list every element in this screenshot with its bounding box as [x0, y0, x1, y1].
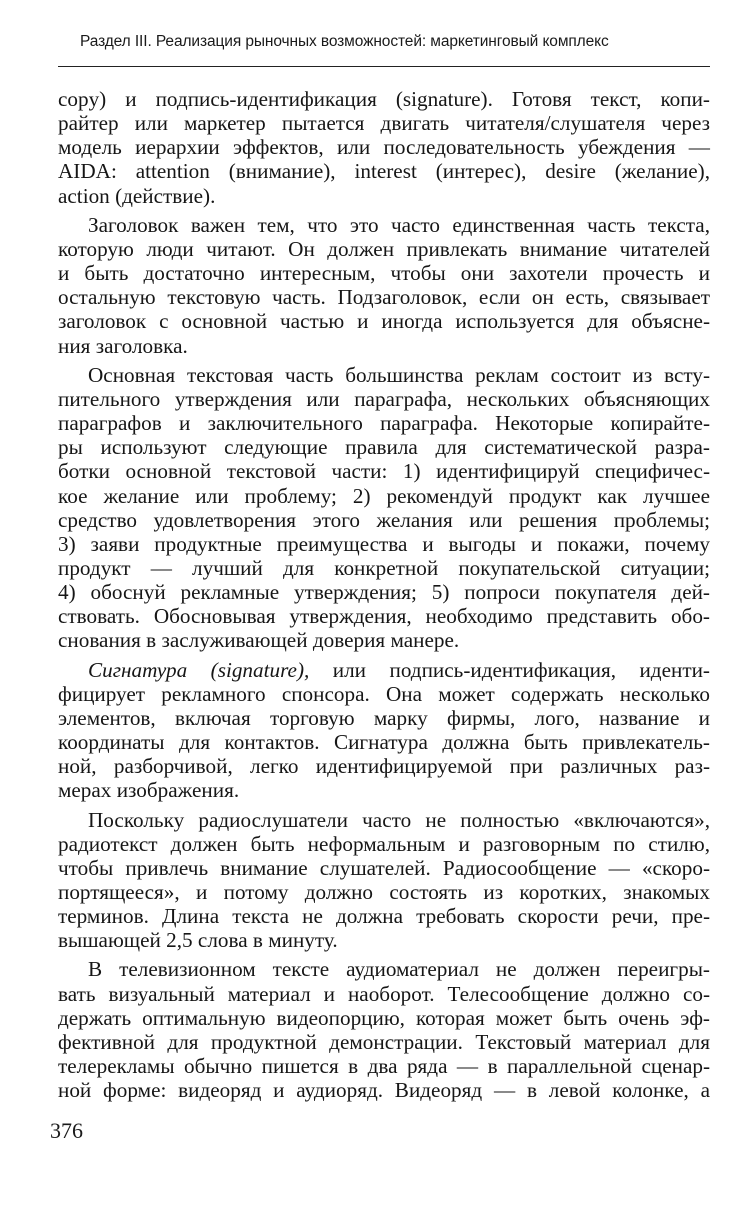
- paragraph-headline: [58, 213, 710, 358]
- text-line: параграфов и заключительного параграфа. Некоторые копирайте-: [58, 411, 710, 436]
- text-line: координаты для контактов. Сигнатура должна быть привлекатель-: [58, 730, 710, 755]
- text-line: радиотекст должен быть неформальным и разговорным по стилю,: [58, 831, 710, 856]
- text-line: модель иерархии эффектов, или последовательность убеждения —: [58, 135, 710, 160]
- text-line: держать оптимальную видеопорцию, которая может быть очень эф-: [58, 1005, 710, 1030]
- text-line: элементов, включая торговую марку фирмы, лого, название и: [58, 705, 710, 730]
- text-line: средство удовлетворения этого желания или решения проблемы;: [58, 507, 710, 532]
- text-line: пительного утверждения или параграфа, нескольких объясняющих: [58, 386, 710, 411]
- text-line: терминов. Длина текста не должна требовать скорости речи, пре-: [58, 904, 710, 929]
- text-line: Основная текстовая часть большинства реклам состоит из всту-: [88, 362, 710, 387]
- text-line: портящееся», и потому должно состоять из коротких, знакомых: [58, 880, 710, 904]
- paragraph-body-copy: [58, 363, 710, 653]
- text-line: фективной для продуктной демонстрации. Текстовый материал для: [58, 1029, 710, 1054]
- text-line: мерах изображения.: [58, 778, 240, 803]
- text-line: остальную текстовую часть. Подзаголовок, если он есть, связывает: [58, 285, 710, 310]
- text-line: 4) обоснуй рекламные утверждения; 5) попроси покупателя дей-: [58, 580, 710, 605]
- paragraph-television: [58, 957, 710, 1102]
- header-divider: [58, 66, 710, 67]
- text-line: Заголовок важен тем, что это часто единственная часть текста,: [88, 212, 710, 237]
- text-line: ния заголовка.: [58, 333, 188, 358]
- text-line: Поскольку радиослушатели часто не полностью «включаются»,: [88, 807, 710, 832]
- text-line: ры используют следующие правила для систематической разра-: [58, 435, 710, 460]
- paragraph-signature: [58, 658, 710, 803]
- text-line: чтобы привлечь внимание слушателей. Радиосообщение — «скоро-: [58, 855, 710, 880]
- italic-term: Сигнатура (signature),: [88, 657, 310, 682]
- page-number: 376: [50, 1118, 83, 1143]
- text-line: райтер или маркетер пытается двигать читателя/слушателя через: [58, 111, 710, 136]
- text-line: кое желание или проблему; 2) рекомендуй продукт как лучшее: [58, 483, 710, 508]
- text-line: вышающей 2,5 слова в минуту.: [58, 928, 338, 953]
- text-line: телерекламы обычно пишется в два ряда — в параллельной сценар-: [58, 1054, 710, 1079]
- text-line: action (действие).: [58, 183, 216, 208]
- text-line: фицирует рекламного спонсора. Она может содержать несколько: [58, 681, 710, 706]
- text-line: и быть достаточно интересным, чтобы они захотели прочесть и: [58, 261, 710, 286]
- text-line: ботки основной текстовой части: 1) идентифицируй специфичес-: [58, 459, 710, 484]
- text-line: copy) и подпись-идентификация (signature). Готовя текст, копи-: [58, 87, 710, 111]
- text-line: ной форме: видеоряд и аудиоряд. Видеоряд — в левой колонке, а: [58, 1078, 710, 1103]
- body-text: [58, 87, 710, 1102]
- text-line: заголовок с основной частью и иногда используется для объясне-: [58, 309, 710, 334]
- text-line: снования в заслуживающей доверия манере.: [58, 628, 460, 653]
- text-line: В телевизионном тексте аудиоматериал не должен переигры-: [88, 957, 710, 982]
- text-line: вать визуальный материал и наоборот. Телесообщение должно со-: [58, 981, 710, 1006]
- text-fragment: или подпись-идентификация, иденти-: [309, 657, 710, 682]
- text-line: ной, разборчивой, легко идентифицируемой при различных раз-: [58, 754, 710, 779]
- text-line: которую люди читают. Он должен привлекать внимание читателей: [58, 236, 710, 261]
- running-head: Раздел III. Реализация рыночных возможностей: маркетинговый комплекс: [80, 33, 609, 50]
- text-line: ствовать. Обосновывая утверждения, необходимо представить обо-: [58, 604, 710, 629]
- text-line: продукт — лучший для конкретной покупательской ситуации;: [58, 555, 710, 580]
- text-line: [58, 658, 710, 682]
- paragraph-radio: [58, 808, 710, 953]
- text-line: 3) заяви продуктные преимущества и выгоды и покажи, почему: [58, 531, 710, 556]
- paragraph-aida: [58, 87, 710, 208]
- text-line: AIDA: attention (внимание), interest (интерес), desire (желание),: [58, 159, 710, 184]
